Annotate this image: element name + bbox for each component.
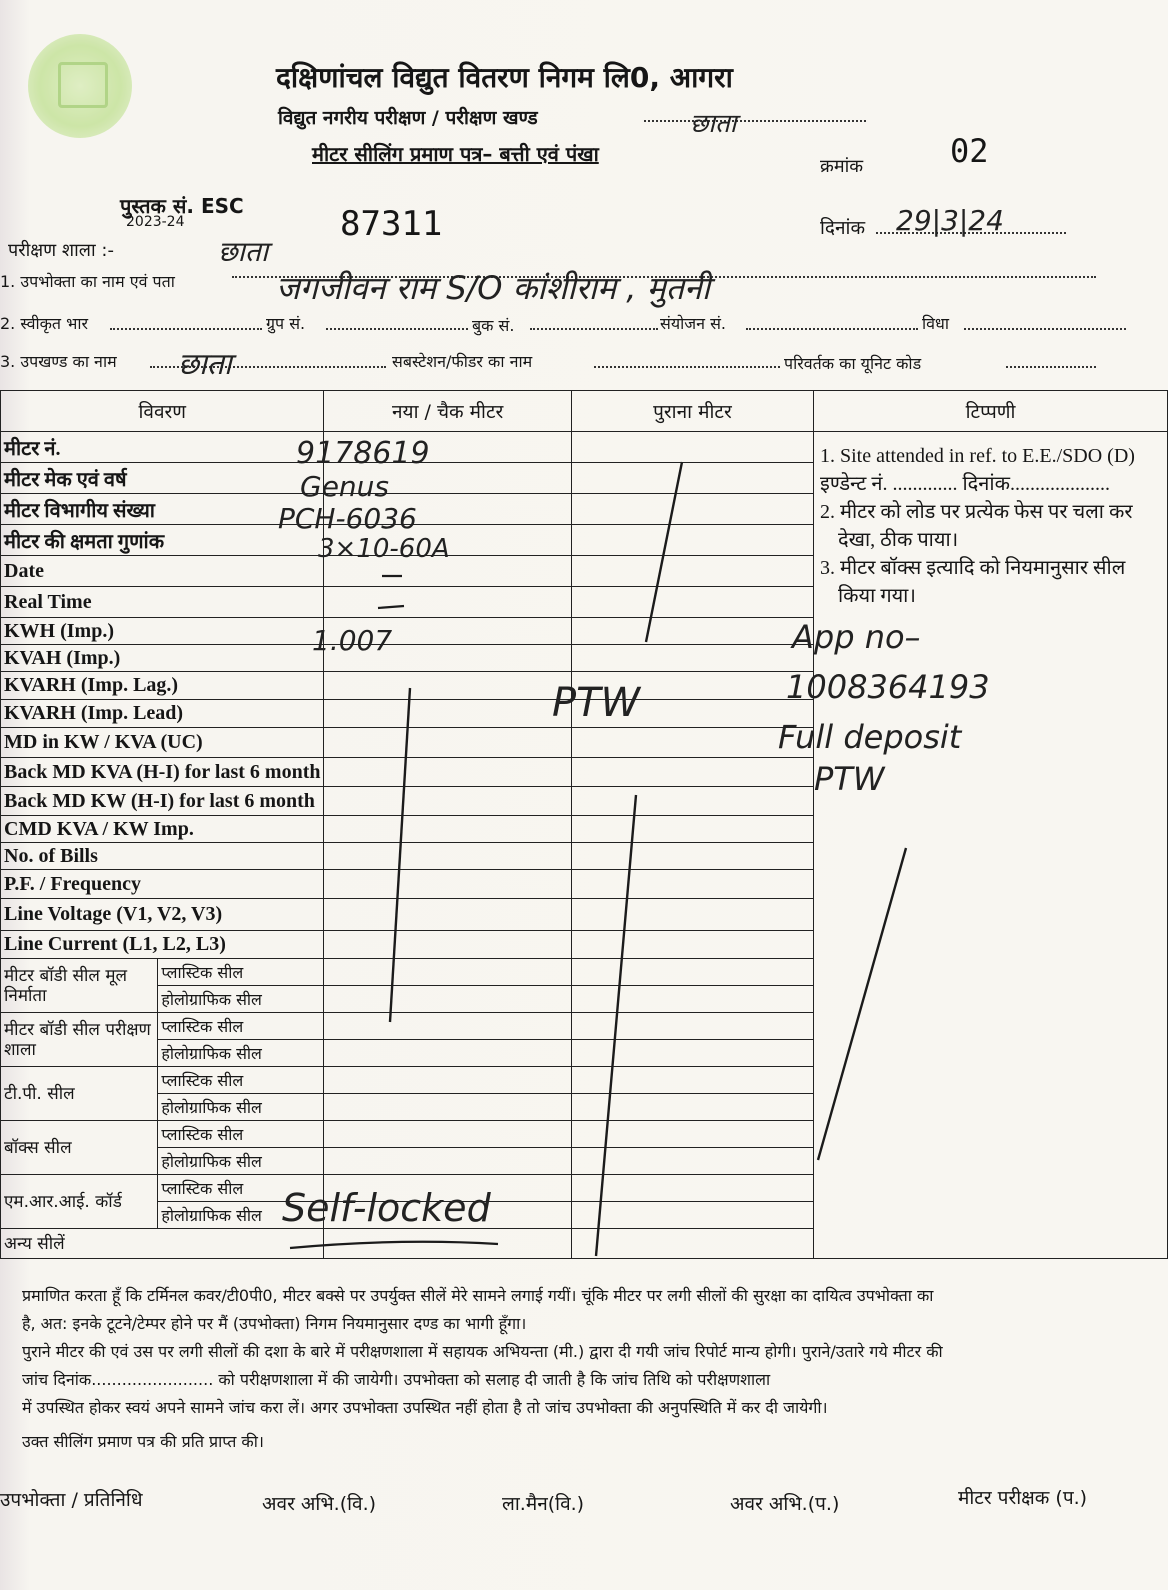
row-label: Date bbox=[1, 556, 324, 587]
date-value: 29|3|24 bbox=[896, 204, 1004, 237]
seal-group-label: मीटर बॉडी सील मूल निर्माता bbox=[1, 959, 158, 1013]
seal-group-label: मीटर बॉडी सील परीक्षण शाला bbox=[1, 1013, 158, 1067]
remark-2a: 2. मीटर को लोड पर प्रत्येक फेस पर चला कर bbox=[820, 501, 1133, 523]
meter-number: 9178619 bbox=[296, 436, 430, 471]
lab-value: छाता bbox=[218, 235, 269, 268]
certificate-title: मीटर सीलिंग प्रमाण पत्र– बत्ती एवं पंखा bbox=[312, 142, 599, 166]
vidha-label: विधा bbox=[922, 314, 950, 333]
row-label: Line Current (L1, L2, L3) bbox=[1, 931, 324, 959]
remark-1: 1. Site attended in ref. to E.E./SDO (D) bbox=[820, 445, 1135, 467]
declaration-1b: है, अत: इनके टूटने/टेम्पर होने पर मैं (उपभोक्ता) निगम नियमानुसार दण्ड का भागी हूँगा। bbox=[22, 1314, 527, 1333]
row-label: P.F. / Frequency bbox=[1, 870, 324, 899]
meter-capacity: 3×10-60A bbox=[318, 534, 450, 564]
declaration-2c: में उपस्थित होकर स्वयं अपने सामने जांच करा लें। अगर उपभोक्ता उपस्थित नहीं होता है तो जांच उपभोक्ता की अनुपस्थिति में कर दी जायेगी। bbox=[22, 1398, 828, 1417]
row-label: KVARH (Imp. Lag.) bbox=[1, 672, 324, 700]
new-meter-strike bbox=[390, 688, 410, 1022]
header-details: विवरण bbox=[1, 391, 324, 432]
declaration-1: प्रमाणित करता हूँ कि टर्मिनल कवर/टी0पी0, मीटर बक्से पर उपर्युक्त सीलें मेरे सामने लगाई गयीं। चूंकि मीटर पर लगी सीलों की सुरक्षा का दायित्व उपभोक्ता का bbox=[22, 1286, 934, 1305]
seal-group-label: एम.आर.आई. कॉर्ड bbox=[1, 1175, 158, 1229]
remark-app-no-label: App no– bbox=[792, 618, 921, 656]
row-label: KVAH (Imp.) bbox=[1, 645, 324, 672]
subdivision-label: 3. उपखण्ड का नाम bbox=[0, 352, 117, 371]
header-new-meter: नया / चैक मीटर bbox=[324, 391, 571, 432]
seal-group-label: टी.पी. सील bbox=[1, 1067, 158, 1121]
row-label: मीटर नं. bbox=[1, 432, 324, 463]
row-label: मीटर की क्षमता गुणांक bbox=[1, 525, 324, 556]
serial-label: क्रमांक bbox=[820, 156, 864, 177]
row-label: Real Time bbox=[1, 587, 324, 618]
row-label: मीटर विभागीय संख्या bbox=[1, 494, 324, 525]
old-meter-ptw: PTW bbox=[552, 680, 641, 726]
dash-marks bbox=[378, 576, 404, 608]
meter-dept-no: PCH-6036 bbox=[278, 502, 417, 535]
header-remarks: टिप्पणी bbox=[814, 391, 1168, 432]
old-meter-strike-1 bbox=[646, 462, 682, 642]
signature-je-vi: अवर अभि.(वि.) bbox=[262, 1493, 377, 1515]
seal-type-label: प्लास्टिक सील bbox=[158, 1121, 324, 1148]
seal-type-label: प्लास्टिक सील bbox=[158, 959, 324, 986]
book-year: 2023-24 bbox=[126, 214, 185, 230]
remark-ptw: PTW bbox=[814, 760, 885, 798]
row-label: KVARH (Imp. Lead) bbox=[1, 700, 324, 728]
declaration-3: उक्त सीलिंग प्रमाण पत्र की प्रति प्राप्त की। bbox=[22, 1432, 264, 1451]
date-label: दिनांक bbox=[820, 217, 866, 239]
consumer-value: जगजीवन राम S/O कांशीराम , मुतनी bbox=[276, 269, 711, 307]
signature-meter-tester: मीटर परीक्षक (प.) bbox=[958, 1487, 1088, 1509]
remark-2b: देखा, ठीक पाया। bbox=[838, 529, 959, 551]
remark-3b: किया गया। bbox=[838, 585, 916, 607]
signature-lineman: ला.मैन(वि.) bbox=[502, 1493, 585, 1515]
header-old-meter: पुराना मीटर bbox=[571, 391, 813, 432]
self-locked-underline bbox=[290, 1242, 498, 1248]
row-label: Line Voltage (V1, V2, V3) bbox=[1, 899, 324, 931]
substation-label: सबस्टेशन/फीडर का नाम bbox=[392, 352, 533, 371]
connection-label: संयोजन सं. bbox=[660, 314, 726, 333]
indent-date-label: दिनांक bbox=[962, 473, 1010, 495]
signature-je-pa: अवर अभि.(प.) bbox=[730, 1493, 840, 1515]
meter-make: Genus bbox=[300, 470, 390, 503]
indent-label: इण्डेन्ट नं. bbox=[820, 473, 888, 495]
remark-app-no: 1008364193 bbox=[786, 668, 990, 706]
book2-label: बुक सं. bbox=[472, 316, 515, 335]
kwh-value: 1.007 bbox=[312, 624, 393, 657]
seal-type-label: प्लास्टिक सील bbox=[158, 1067, 324, 1094]
remark-1b: इण्डेन्ट नं. ............. दिनांक.................... bbox=[820, 473, 1110, 495]
serial-value: 02 bbox=[950, 132, 989, 170]
declaration-2b: जांच दिनांक........................ को परीक्षणशाला में की जायेगी। उपभोक्ता को सलाह दी जाती है कि जांच तिथि को परीक्षणशाला bbox=[22, 1370, 771, 1389]
group-label: ग्रुप सं. bbox=[266, 314, 306, 333]
row-label: मीटर मेक एवं वर्ष bbox=[1, 463, 324, 494]
seal-type-label: प्लास्टिक सील bbox=[158, 1013, 324, 1040]
seal-type-label: होलोग्राफिक सील bbox=[158, 1202, 324, 1229]
transformer-label: परिवर्तक का यूनिट कोड bbox=[784, 354, 922, 373]
seal-type-label: होलोग्राफिक सील bbox=[158, 1094, 324, 1121]
remark-3a: 3. मीटर बॉक्स इत्यादि को नियमानुसार सील bbox=[820, 557, 1126, 579]
seal-type-label: होलोग्राफिक सील bbox=[158, 1040, 324, 1067]
row-label: No. of Bills bbox=[1, 843, 324, 870]
division-label: विद्युत नगरीय परीक्षण / परीक्षण खण्ड bbox=[278, 107, 538, 129]
self-locked-note: Self-locked bbox=[282, 1186, 491, 1230]
remarks-strike bbox=[818, 848, 906, 1160]
old-meter-strike-2 bbox=[596, 795, 636, 1256]
row-label: CMD KVA / KW Imp. bbox=[1, 816, 324, 843]
seal-type-label: प्लास्टिक सील bbox=[158, 1175, 324, 1202]
row-label: KWH (Imp.) bbox=[1, 618, 324, 645]
book-number: 87311 bbox=[340, 204, 443, 244]
signature-consumer: उपभोक्ता / प्रतिनिधि bbox=[0, 1489, 143, 1511]
other-seals-label: अन्य सीलें bbox=[1, 1229, 324, 1259]
seal-type-label: होलोग्राफिक सील bbox=[158, 1148, 324, 1175]
subdivision-value: छाता bbox=[178, 347, 232, 382]
declaration-2: पुराने मीटर की एवं उस पर लगी सीलों की दशा के बारे में परीक्षणशाला में सहायक अभियन्ता (मी.) द्वारा दी गयी जांच रिपोर्ट मान्य होगी। पुराने/उतारे गये मीटर की bbox=[22, 1342, 943, 1361]
org-name: दक्षिणांचल विद्युत वितरण निगम लि0, आगरा bbox=[276, 61, 733, 94]
row-label: Back MD KW (H-I) for last 6 month bbox=[1, 787, 324, 816]
load-label: 2. स्वीकृत भार bbox=[0, 314, 89, 333]
seal-group-label: बॉक्स सील bbox=[1, 1121, 158, 1175]
remark-full-deposit: Full deposit bbox=[778, 718, 962, 756]
book-label: पुस्तक सं. ESC bbox=[120, 194, 244, 218]
row-label: Back MD KVA (H-I) for last 6 month bbox=[1, 758, 324, 787]
division-handwritten: छाता bbox=[690, 109, 737, 139]
seal-type-label: होलोग्राफिक सील bbox=[158, 986, 324, 1013]
consumer-label: 1. उपभोक्ता का नाम एवं पता bbox=[0, 272, 175, 291]
row-label: MD in KW / KVA (UC) bbox=[1, 728, 324, 758]
lab-label: परीक्षण शाला :- bbox=[8, 240, 114, 261]
